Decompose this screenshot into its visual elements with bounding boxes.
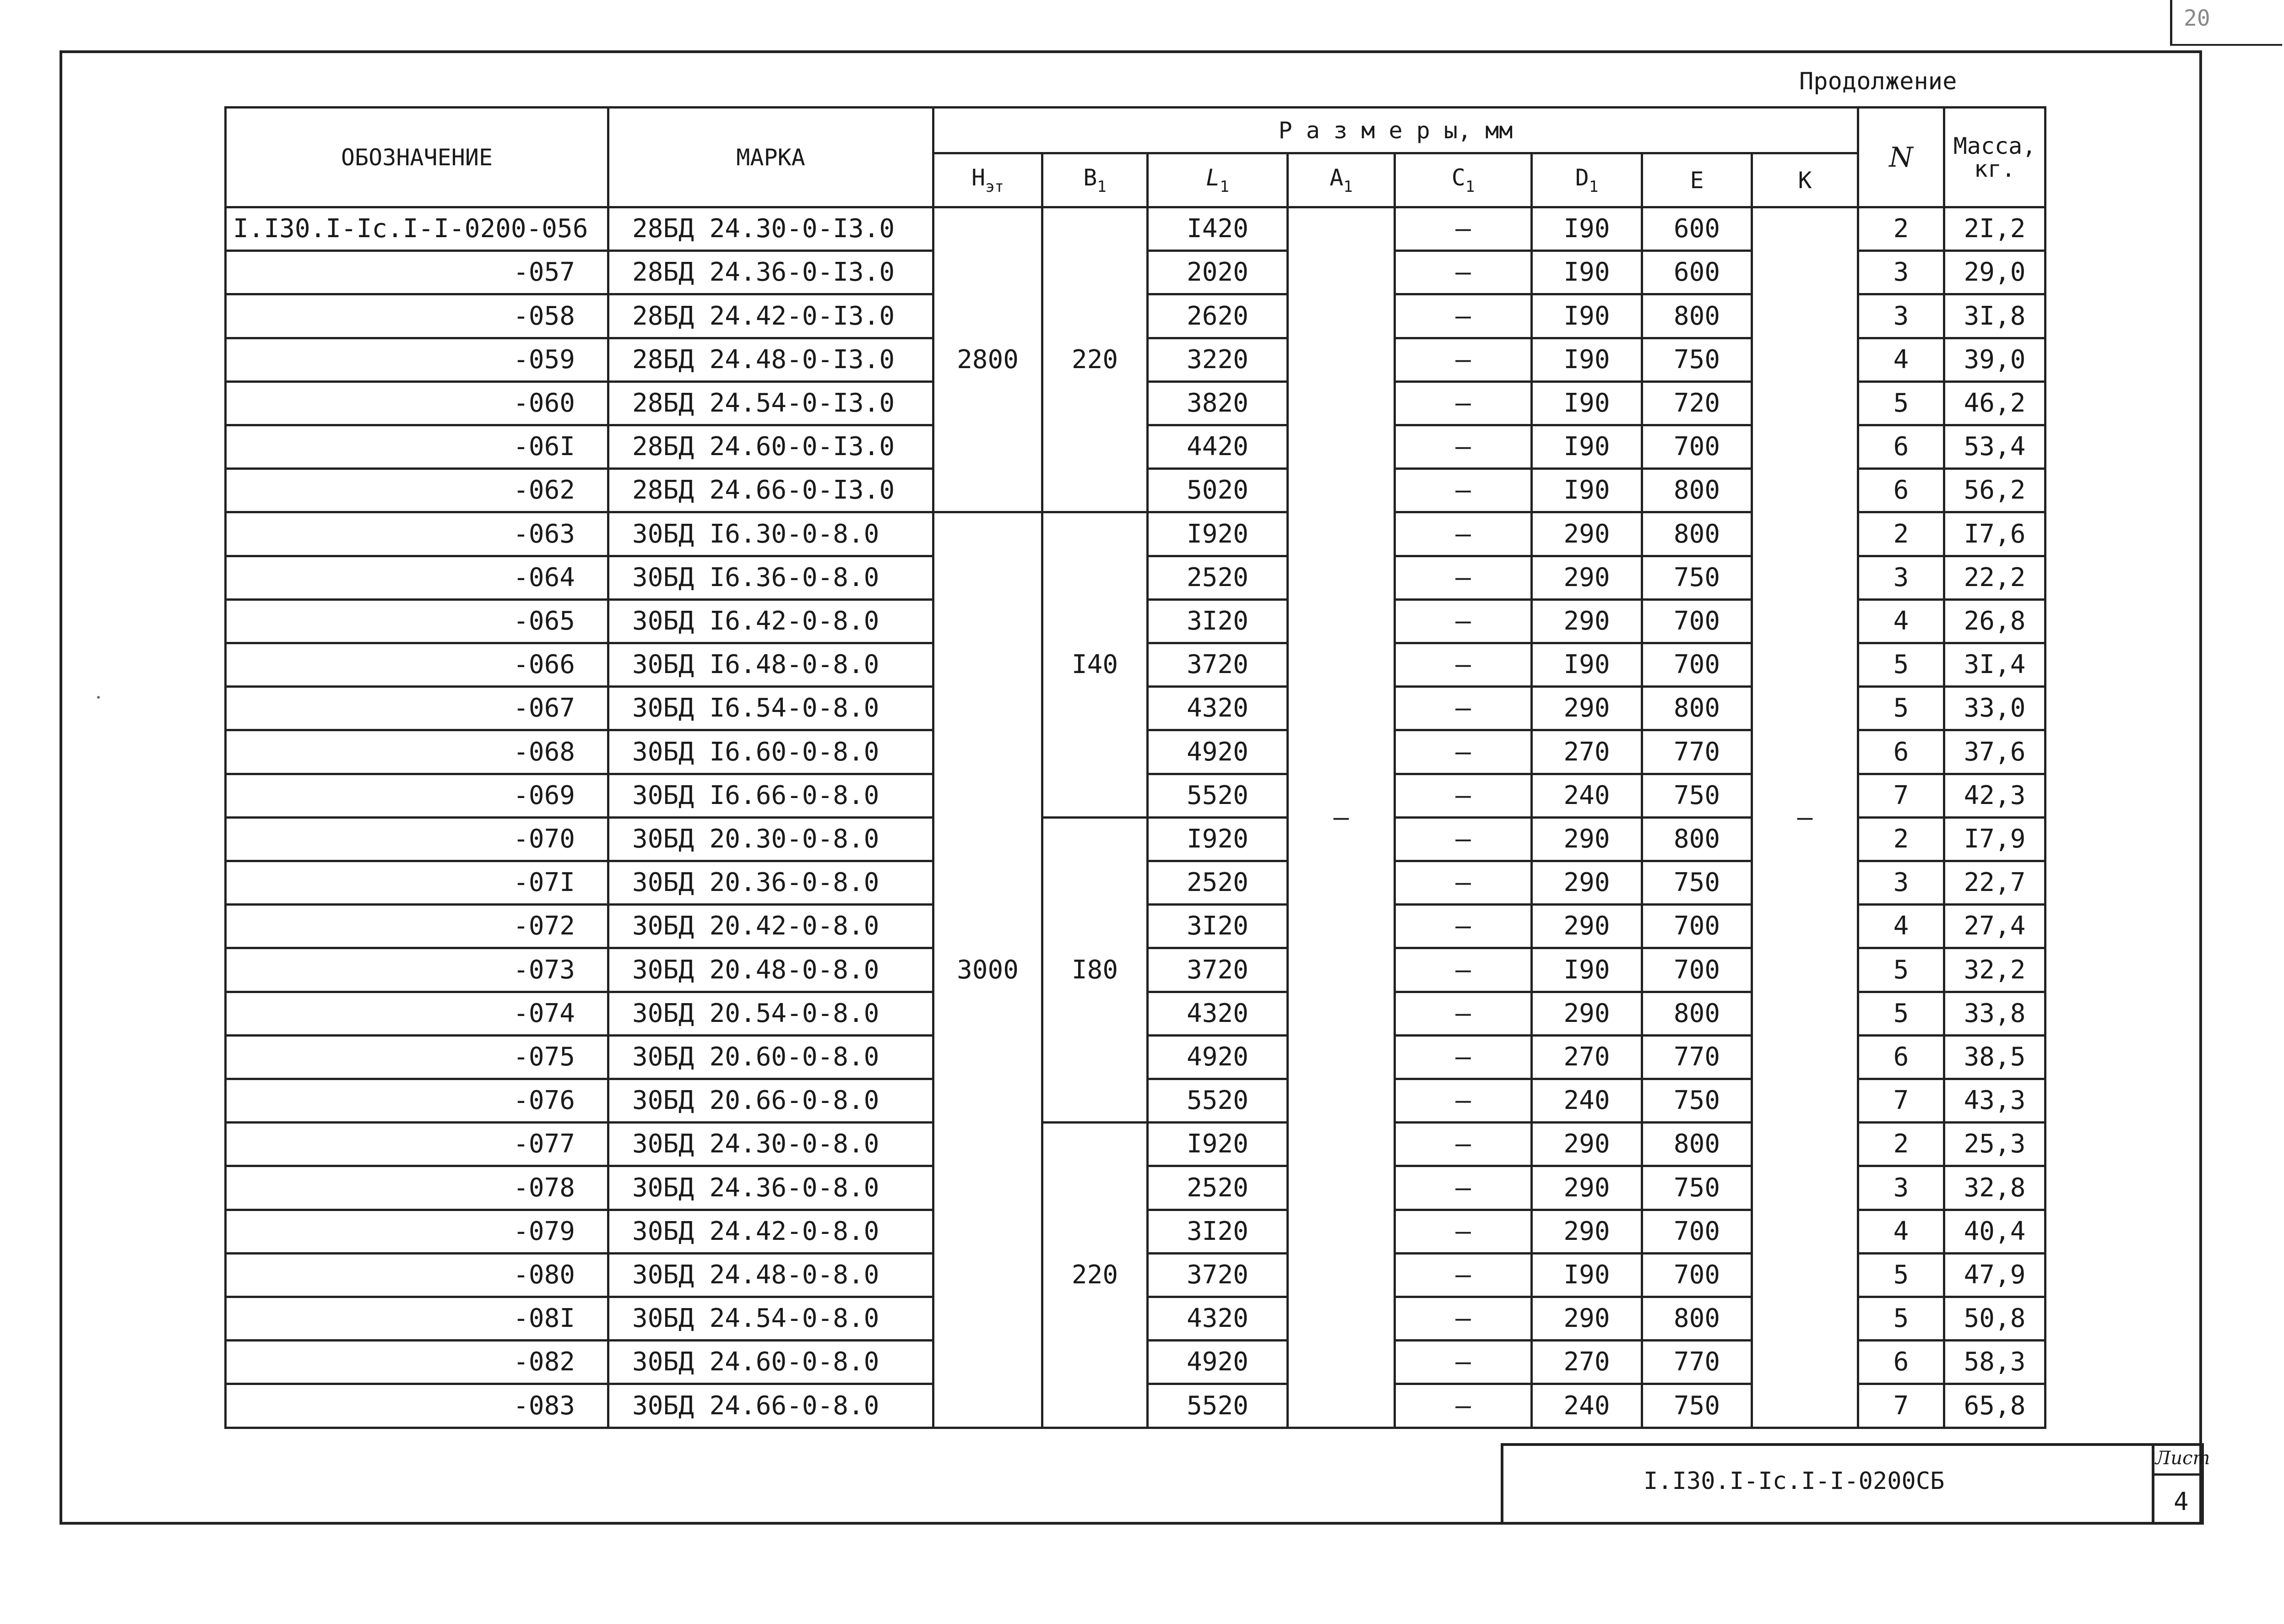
cell-n: 4 bbox=[1858, 338, 1944, 381]
cell-d1: I90 bbox=[1532, 294, 1642, 338]
cell-c1: – bbox=[1395, 1210, 1532, 1253]
cell-e: 800 bbox=[1642, 992, 1752, 1035]
cell-mark: 30БД 24.60-0-8.0 bbox=[608, 1341, 933, 1384]
header-l1: $L_1$ bbox=[1148, 153, 1288, 207]
cell-mass: 26,8 bbox=[1944, 599, 2045, 643]
cell-n: 2 bbox=[1858, 1123, 1944, 1166]
cell-designation: -080 bbox=[226, 1253, 608, 1297]
cell-mark: 30БД 20.48-0-8.0 bbox=[608, 948, 933, 992]
cell-e: 700 bbox=[1642, 599, 1752, 643]
cell-mark: 30БД 24.66-0-8.0 bbox=[608, 1384, 933, 1428]
header-mark: МАРКА bbox=[608, 108, 933, 207]
cell-mass: 22,2 bbox=[1944, 556, 2045, 599]
cell-c1: – bbox=[1395, 338, 1532, 381]
cell-designation: -069 bbox=[226, 774, 608, 817]
cell-designation: -08I bbox=[226, 1297, 608, 1341]
header-n: N bbox=[1858, 108, 1944, 207]
cell-l1: I420 bbox=[1148, 207, 1288, 251]
cell-mark: 30БД I6.66-0-8.0 bbox=[608, 774, 933, 817]
cell-mark: 28БД 24.36-0-I3.0 bbox=[608, 251, 933, 294]
cell-e: 750 bbox=[1642, 861, 1752, 905]
cell-e: 770 bbox=[1642, 730, 1752, 774]
cell-n: 5 bbox=[1858, 687, 1944, 730]
cell-e: 600 bbox=[1642, 207, 1752, 251]
cell-d1: 290 bbox=[1532, 1210, 1642, 1253]
group-b-180: I80 bbox=[1042, 817, 1148, 1122]
cell-d1: 270 bbox=[1532, 1341, 1642, 1384]
cell-c1: – bbox=[1395, 1166, 1532, 1210]
cell-mark: 30БД I6.30-0-8.0 bbox=[608, 512, 933, 556]
cell-n: 4 bbox=[1858, 1210, 1944, 1253]
cell-mass: 38,5 bbox=[1944, 1035, 2045, 1079]
cell-mass: I7,9 bbox=[1944, 817, 2045, 861]
cell-mark: 30БД 20.54-0-8.0 bbox=[608, 992, 933, 1035]
cell-e: 720 bbox=[1642, 381, 1752, 425]
cell-e: 800 bbox=[1642, 817, 1752, 861]
cell-c1: – bbox=[1395, 251, 1532, 294]
cell-d1: 290 bbox=[1532, 861, 1642, 905]
cell-n: 5 bbox=[1858, 1253, 1944, 1297]
cell-mark: 30БД 24.36-0-8.0 bbox=[608, 1166, 933, 1210]
cell-d1: 270 bbox=[1532, 1035, 1642, 1079]
cell-c1: – bbox=[1395, 905, 1532, 948]
cell-k-dash: – bbox=[1752, 207, 1858, 1428]
cell-mark: 28БД 24.54-0-I3.0 bbox=[608, 381, 933, 425]
cell-c1: – bbox=[1395, 687, 1532, 730]
cell-e: 700 bbox=[1642, 643, 1752, 687]
cell-d1: 290 bbox=[1532, 905, 1642, 948]
cell-n: 7 bbox=[1858, 1384, 1944, 1428]
cell-designation: -079 bbox=[226, 1210, 608, 1253]
cell-mass: 29,0 bbox=[1944, 251, 2045, 294]
cell-n: 4 bbox=[1858, 905, 1944, 948]
cell-mass: 33,8 bbox=[1944, 992, 2045, 1035]
cell-designation: -066 bbox=[226, 643, 608, 687]
cell-d1: I90 bbox=[1532, 643, 1642, 687]
cell-e: 770 bbox=[1642, 1341, 1752, 1384]
cell-d1: I90 bbox=[1532, 425, 1642, 469]
cell-n: 5 bbox=[1858, 1297, 1944, 1341]
cell-designation: -060 bbox=[226, 381, 608, 425]
cell-n: 6 bbox=[1858, 425, 1944, 469]
cell-l1: 4920 bbox=[1148, 730, 1288, 774]
group-b-220-a: 220 bbox=[1042, 207, 1148, 512]
cell-c1: – bbox=[1395, 294, 1532, 338]
cell-l1: 3720 bbox=[1148, 643, 1288, 687]
cell-designation: -057 bbox=[226, 251, 608, 294]
cell-mass: 27,4 bbox=[1944, 905, 2045, 948]
cell-d1: 290 bbox=[1532, 1297, 1642, 1341]
cell-designation: -064 bbox=[226, 556, 608, 599]
cell-mark: 30БД I6.60-0-8.0 bbox=[608, 730, 933, 774]
table-row bbox=[226, 207, 2045, 251]
cell-designation: -067 bbox=[226, 687, 608, 730]
title-block-divider bbox=[2152, 1443, 2154, 1525]
cell-mark: 30БД 20.36-0-8.0 bbox=[608, 861, 933, 905]
cell-l1: 3720 bbox=[1148, 948, 1288, 992]
cell-designation: -072 bbox=[226, 905, 608, 948]
cell-n: 6 bbox=[1858, 1341, 1944, 1384]
cell-designation: -076 bbox=[226, 1079, 608, 1123]
header-k: K bbox=[1752, 153, 1858, 207]
cell-c1: – bbox=[1395, 599, 1532, 643]
cell-mark: 30БД 24.48-0-8.0 bbox=[608, 1253, 933, 1297]
header-c1: $C_1$ bbox=[1395, 153, 1532, 207]
sheet-label: Лист bbox=[2155, 1448, 2210, 1469]
header-a1: $A_1$ bbox=[1288, 153, 1395, 207]
cell-d1: I90 bbox=[1532, 948, 1642, 992]
cell-d1: 290 bbox=[1532, 687, 1642, 730]
cell-n: 4 bbox=[1858, 599, 1944, 643]
cell-designation: I.I30.I-Ic.I-I-0200-056 bbox=[226, 207, 608, 251]
cell-n: 3 bbox=[1858, 1166, 1944, 1210]
cell-mass: 56,2 bbox=[1944, 469, 2045, 512]
cell-n: 2 bbox=[1858, 207, 1944, 251]
cell-mark: 30БД 20.42-0-8.0 bbox=[608, 905, 933, 948]
cell-l1: 4320 bbox=[1148, 1297, 1288, 1341]
cell-d1: I90 bbox=[1532, 207, 1642, 251]
cell-l1: 4420 bbox=[1148, 425, 1288, 469]
cell-e: 700 bbox=[1642, 948, 1752, 992]
cell-mass: 25,3 bbox=[1944, 1123, 2045, 1166]
cell-c1: – bbox=[1395, 1384, 1532, 1428]
cell-d1: I90 bbox=[1532, 338, 1642, 381]
cell-d1: I90 bbox=[1532, 381, 1642, 425]
group-b-140: I40 bbox=[1042, 512, 1148, 817]
cell-l1: 3I20 bbox=[1148, 1210, 1288, 1253]
cell-designation: -068 bbox=[226, 730, 608, 774]
cell-c1: – bbox=[1395, 381, 1532, 425]
cell-n: 5 bbox=[1858, 381, 1944, 425]
cell-mass: 32,2 bbox=[1944, 948, 2045, 992]
cell-l1: 5520 bbox=[1148, 1384, 1288, 1428]
header-b1: $B_1$ bbox=[1042, 153, 1148, 207]
cell-mark: 30БД I6.42-0-8.0 bbox=[608, 599, 933, 643]
cell-c1: – bbox=[1395, 1035, 1532, 1079]
cell-c1: – bbox=[1395, 730, 1532, 774]
cell-l1: 2520 bbox=[1148, 556, 1288, 599]
continuation-label: Продолжение bbox=[1799, 68, 1957, 95]
cell-c1: – bbox=[1395, 1253, 1532, 1297]
cell-e: 750 bbox=[1642, 338, 1752, 381]
cell-c1: – bbox=[1395, 1341, 1532, 1384]
cell-designation: -059 bbox=[226, 338, 608, 381]
cell-mass: I7,6 bbox=[1944, 512, 2045, 556]
cell-e: 700 bbox=[1642, 1253, 1752, 1297]
header-h: $H_{эт}$ bbox=[933, 153, 1042, 207]
cell-d1: 240 bbox=[1532, 1079, 1642, 1123]
cell-n: 6 bbox=[1858, 469, 1944, 512]
cell-mass: 58,3 bbox=[1944, 1341, 2045, 1384]
cell-l1: 5520 bbox=[1148, 1079, 1288, 1123]
cell-l1: 2520 bbox=[1148, 1166, 1288, 1210]
cell-designation: -082 bbox=[226, 1341, 608, 1384]
cell-d1: 290 bbox=[1532, 556, 1642, 599]
cell-d1: I90 bbox=[1532, 251, 1642, 294]
cell-n: 3 bbox=[1858, 294, 1944, 338]
cell-mark: 30БД 24.54-0-8.0 bbox=[608, 1297, 933, 1341]
cell-mark: 30БД I6.54-0-8.0 bbox=[608, 687, 933, 730]
cell-designation: -083 bbox=[226, 1384, 608, 1428]
cell-l1: 5020 bbox=[1148, 469, 1288, 512]
document-code: I.I30.I-Ic.I-I-0200СБ bbox=[1644, 1467, 1945, 1495]
cell-c1: – bbox=[1395, 207, 1532, 251]
cell-c1: – bbox=[1395, 817, 1532, 861]
cell-c1: – bbox=[1395, 861, 1532, 905]
cell-c1: – bbox=[1395, 992, 1532, 1035]
cell-e: 800 bbox=[1642, 294, 1752, 338]
cell-c1: – bbox=[1395, 1079, 1532, 1123]
cell-e: 700 bbox=[1642, 905, 1752, 948]
cell-mark: 30БД I6.48-0-8.0 bbox=[608, 643, 933, 687]
header-d1: $D_1$ bbox=[1532, 153, 1642, 207]
cell-l1: 3820 bbox=[1148, 381, 1288, 425]
cell-d1: 290 bbox=[1532, 1166, 1642, 1210]
cell-n: 3 bbox=[1858, 251, 1944, 294]
cell-l1: 2020 bbox=[1148, 251, 1288, 294]
cell-e: 800 bbox=[1642, 469, 1752, 512]
cell-c1: – bbox=[1395, 1123, 1532, 1166]
cell-designation: -075 bbox=[226, 1035, 608, 1079]
sheet-number: 4 bbox=[2174, 1487, 2189, 1516]
cell-designation: -073 bbox=[226, 948, 608, 992]
cell-l1: I920 bbox=[1148, 1123, 1288, 1166]
cell-e: 770 bbox=[1642, 1035, 1752, 1079]
cell-mass: 47,9 bbox=[1944, 1253, 2045, 1297]
header-designation: ОБОЗНАЧЕНИЕ bbox=[226, 108, 608, 207]
cell-c1: – bbox=[1395, 1297, 1532, 1341]
cell-mark: 28БД 24.42-0-I3.0 bbox=[608, 294, 933, 338]
group-b-220-b: 220 bbox=[1042, 1123, 1148, 1428]
cell-c1: – bbox=[1395, 556, 1532, 599]
cell-mass: 3I,8 bbox=[1944, 294, 2045, 338]
cell-l1: 4320 bbox=[1148, 687, 1288, 730]
cell-l1: 3720 bbox=[1148, 1253, 1288, 1297]
cell-mass: 46,2 bbox=[1944, 381, 2045, 425]
cell-d1: I90 bbox=[1532, 469, 1642, 512]
title-block-sheet-divider bbox=[2152, 1473, 2204, 1476]
cell-n: 5 bbox=[1858, 948, 1944, 992]
cell-d1: 240 bbox=[1532, 1384, 1642, 1428]
cell-d1: 290 bbox=[1532, 512, 1642, 556]
header-e: E bbox=[1642, 153, 1752, 207]
cell-designation: -06I bbox=[226, 425, 608, 469]
cell-e: 750 bbox=[1642, 774, 1752, 817]
cell-mark: 28БД 24.48-0-I3.0 bbox=[608, 338, 933, 381]
cell-l1: 4320 bbox=[1148, 992, 1288, 1035]
cell-designation: -058 bbox=[226, 294, 608, 338]
cell-designation: -063 bbox=[226, 512, 608, 556]
cell-designation: -077 bbox=[226, 1123, 608, 1166]
cell-e: 700 bbox=[1642, 1210, 1752, 1253]
cell-n: 7 bbox=[1858, 774, 1944, 817]
cell-mark: 30БД 20.66-0-8.0 bbox=[608, 1079, 933, 1123]
cell-c1: – bbox=[1395, 774, 1532, 817]
cell-designation: -078 bbox=[226, 1166, 608, 1210]
scan-speck bbox=[97, 696, 100, 699]
cell-mark: 30БД I6.36-0-8.0 bbox=[608, 556, 933, 599]
cell-e: 750 bbox=[1642, 556, 1752, 599]
cell-mass: 37,6 bbox=[1944, 730, 2045, 774]
cell-n: 5 bbox=[1858, 992, 1944, 1035]
cell-d1: 290 bbox=[1532, 817, 1642, 861]
cell-mass: 40,4 bbox=[1944, 1210, 2045, 1253]
cell-n: 2 bbox=[1858, 817, 1944, 861]
cell-d1: I90 bbox=[1532, 1253, 1642, 1297]
cell-mass: 3I,4 bbox=[1944, 643, 2045, 687]
cell-l1: 4920 bbox=[1148, 1035, 1288, 1079]
cell-e: 800 bbox=[1642, 512, 1752, 556]
cell-n: 7 bbox=[1858, 1079, 1944, 1123]
group-h-3000: 3000 bbox=[933, 512, 1042, 1428]
cell-mass: 32,8 bbox=[1944, 1166, 2045, 1210]
cell-e: 800 bbox=[1642, 1297, 1752, 1341]
cell-mass: 39,0 bbox=[1944, 338, 2045, 381]
cell-designation: -07I bbox=[226, 861, 608, 905]
cell-mass: 43,3 bbox=[1944, 1079, 2045, 1123]
cell-d1: 240 bbox=[1532, 774, 1642, 817]
cell-n: 6 bbox=[1858, 730, 1944, 774]
cell-mass: 42,3 bbox=[1944, 774, 2045, 817]
cell-c1: – bbox=[1395, 512, 1532, 556]
cell-designation: -065 bbox=[226, 599, 608, 643]
cell-n: 3 bbox=[1858, 861, 1944, 905]
cell-mass: 22,7 bbox=[1944, 861, 2045, 905]
cell-l1: 3I20 bbox=[1148, 905, 1288, 948]
cell-n: 5 bbox=[1858, 643, 1944, 687]
cell-c1: – bbox=[1395, 469, 1532, 512]
cell-e: 750 bbox=[1642, 1384, 1752, 1428]
cell-l1: 5520 bbox=[1148, 774, 1288, 817]
cell-d1: 290 bbox=[1532, 599, 1642, 643]
cell-l1: 2620 bbox=[1148, 294, 1288, 338]
cell-mass: 2I,2 bbox=[1944, 207, 2045, 251]
cell-mark: 28БД 24.60-0-I3.0 bbox=[608, 425, 933, 469]
cell-l1: 3220 bbox=[1148, 338, 1288, 381]
cell-c1: – bbox=[1395, 948, 1532, 992]
cell-l1: 3I20 bbox=[1148, 599, 1288, 643]
cell-e: 600 bbox=[1642, 251, 1752, 294]
cell-designation: -062 bbox=[226, 469, 608, 512]
cell-e: 750 bbox=[1642, 1166, 1752, 1210]
cell-e: 800 bbox=[1642, 687, 1752, 730]
cell-l1: I920 bbox=[1148, 512, 1288, 556]
cell-designation: -070 bbox=[226, 817, 608, 861]
specification-table bbox=[224, 106, 2046, 1429]
cell-mark: 28БД 24.66-0-I3.0 bbox=[608, 469, 933, 512]
cell-mark: 30БД 24.30-0-8.0 bbox=[608, 1123, 933, 1166]
cell-mark: 30БД 24.42-0-8.0 bbox=[608, 1210, 933, 1253]
cell-mark: 28БД 24.30-0-I3.0 bbox=[608, 207, 933, 251]
cell-mass: 65,8 bbox=[1944, 1384, 2045, 1428]
cell-mark: 30БД 20.60-0-8.0 bbox=[608, 1035, 933, 1079]
cell-c1: – bbox=[1395, 643, 1532, 687]
cell-d1: 290 bbox=[1532, 1123, 1642, 1166]
cell-e: 700 bbox=[1642, 425, 1752, 469]
cell-mark: 30БД 20.30-0-8.0 bbox=[608, 817, 933, 861]
cell-mass: 50,8 bbox=[1944, 1297, 2045, 1341]
cell-e: 800 bbox=[1642, 1123, 1752, 1166]
cell-n: 6 bbox=[1858, 1035, 1944, 1079]
cell-d1: 290 bbox=[1532, 992, 1642, 1035]
cell-l1: 4920 bbox=[1148, 1341, 1288, 1384]
header-sizes: Р а з м е р ы, мм bbox=[933, 108, 1858, 153]
group-h-2800: 2800 bbox=[933, 207, 1042, 512]
cell-e: 750 bbox=[1642, 1079, 1752, 1123]
cell-d1: 270 bbox=[1532, 730, 1642, 774]
cell-mass: 33,0 bbox=[1944, 687, 2045, 730]
cell-designation: -074 bbox=[226, 992, 608, 1035]
cell-a1-dash: – bbox=[1288, 207, 1395, 1428]
header-mass: Масса, кг. bbox=[1944, 108, 2045, 207]
cell-n: 3 bbox=[1858, 556, 1944, 599]
cell-l1: I920 bbox=[1148, 817, 1288, 861]
cell-c1: – bbox=[1395, 425, 1532, 469]
cell-mass: 53,4 bbox=[1944, 425, 2045, 469]
cell-n: 2 bbox=[1858, 512, 1944, 556]
cell-l1: 2520 bbox=[1148, 861, 1288, 905]
corner-number: 20 bbox=[2184, 5, 2210, 31]
